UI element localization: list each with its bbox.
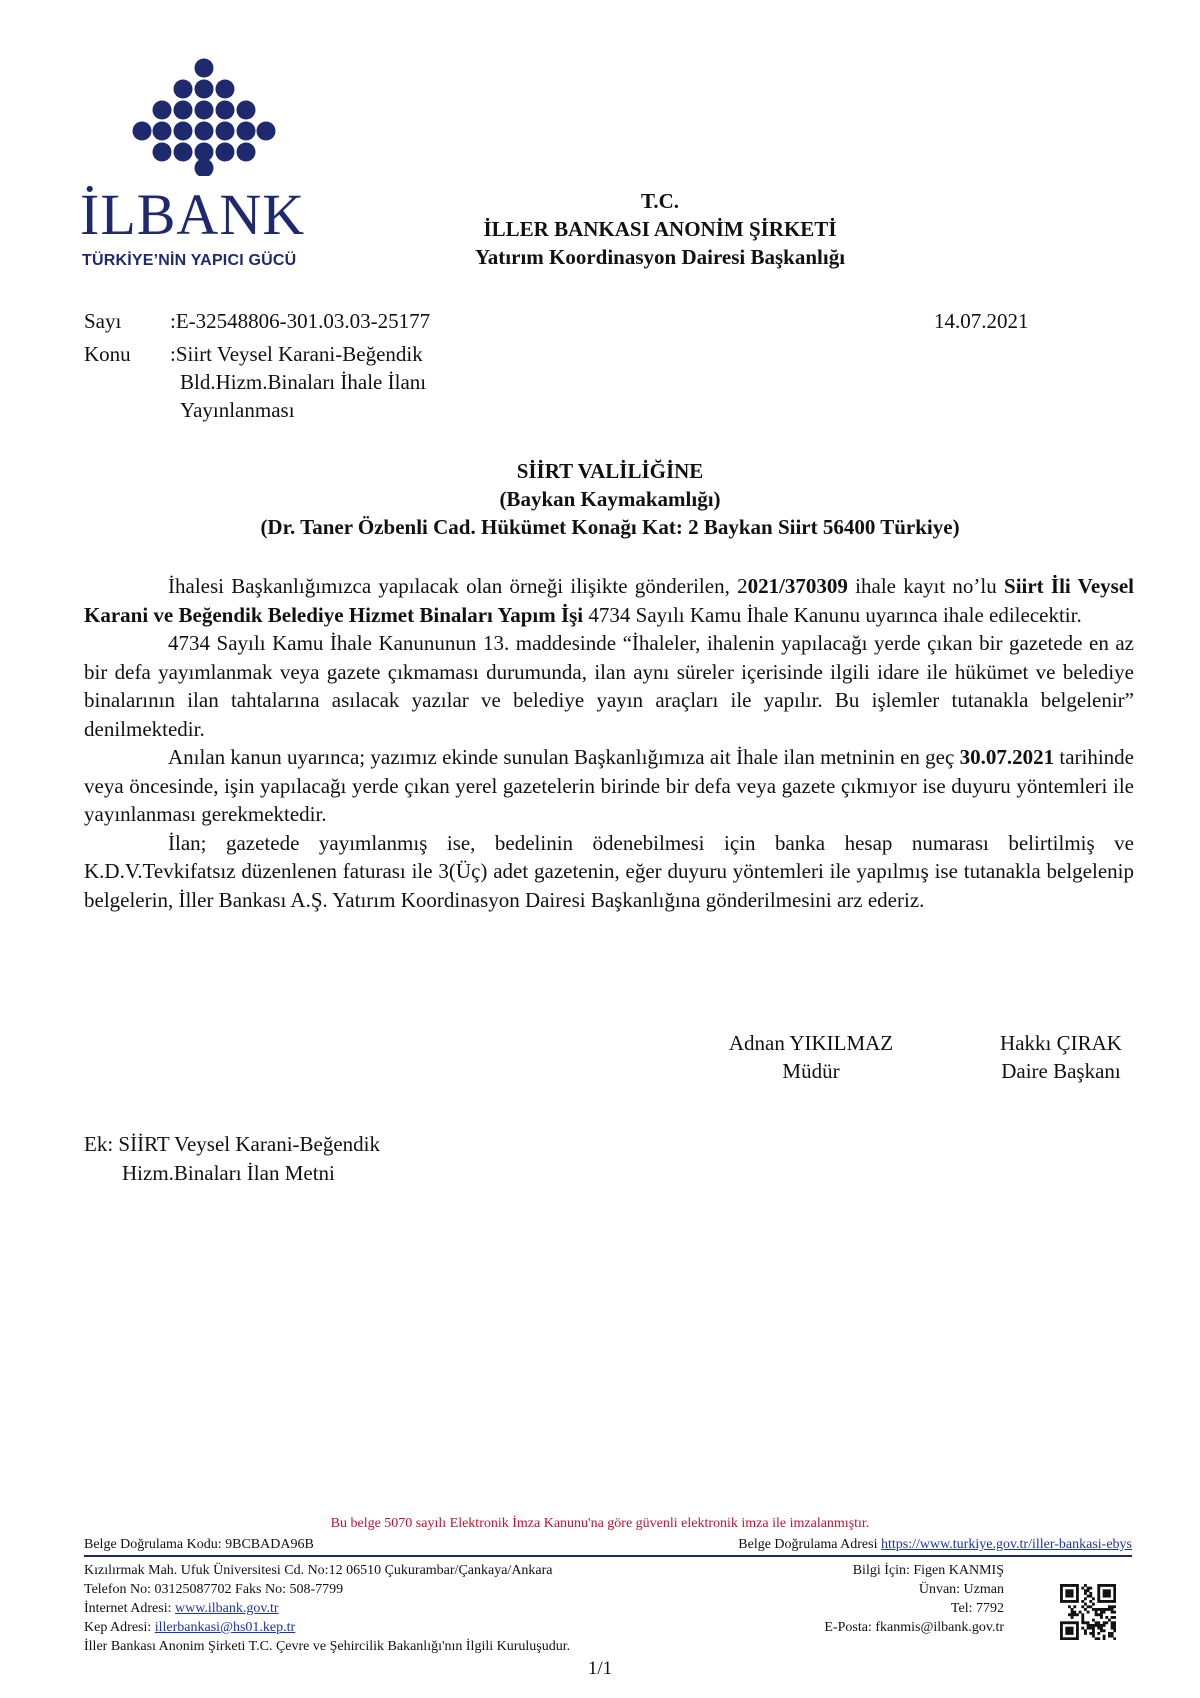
- contact-person: Bilgi İçin: Figen KANMIŞ: [852, 1563, 1004, 1578]
- kep-link[interactable]: illerbankasi@hs01.kep.tr: [154, 1620, 296, 1635]
- attachment-note: [84, 1130, 380, 1188]
- paragraph-4: İlan; gazetede yayımlanmış ise, bedelinin ödenebilmesi için banka hesap numarası belirtilmiş ve K.D.V.Tevkifatsız düzenlenen faturası ile 3(Üç) adet gazetenin, eğer duyuru yöntemleri ile yapılmış ise tutanakla belgelenip belgelerin, İller Bankası A.Ş. Yatırım Koordinasyon Dairesi Başkanlığına gönderilmesini arz ederiz.: [84, 830, 1134, 912]
- recipient-line-2: (Baykan Kaymakamlığı): [499, 487, 721, 511]
- header-institution: İLLER BANKASI ANONİM ŞİRKETİ: [483, 217, 837, 241]
- verification-code: Belge Doğrulama Kodu: 9BCBADA96B: [84, 1537, 314, 1552]
- konu-line-2: Bld.Hizm.Binaları İhale İlanı: [180, 370, 427, 394]
- signature-block-2: [976, 1029, 1146, 1085]
- konu-label: Konu: [84, 342, 131, 366]
- footer-left: [84, 1561, 570, 1656]
- kep-address: Kep Adresi: illerbankasi@hs01.kep.tr: [84, 1620, 296, 1635]
- esign-notice: Bu belge 5070 sayılı Elektronik İmza Kanunu'na göre güvenli elektronik imza ile imzalanmıştır.: [330, 1516, 870, 1531]
- organization-note: İller Bankası Anonim Şirketi T.C. Çevre ve Şehircilik Bakanlığı'nın İlgili Kuruluşudur.: [84, 1639, 571, 1654]
- website: İnternet Adresi: www.ilbank.gov.tr: [84, 1601, 279, 1616]
- konu-line-3: Yayınlanması: [180, 398, 295, 422]
- address: Kızılırmak Mah. Ufuk Üniversitesi Cd. No:12 06510 Çukurambar/Çankaya/Ankara: [84, 1563, 553, 1578]
- sayi-value: :E-32548806-301.03.03-25177: [170, 309, 431, 333]
- footer-divider: [84, 1555, 1132, 1557]
- attachment-label: Ek:: [84, 1132, 114, 1156]
- signer-title: Daire Başkanı: [1001, 1059, 1121, 1083]
- phone: Telefon No: 03125087702 Faks No: 508-7799: [84, 1582, 344, 1597]
- sayi-number: E-32548806-301.03.03-25177: [175, 309, 431, 333]
- contact-email: E-Posta: fkanmis@ilbank.gov.tr: [824, 1620, 1004, 1635]
- paragraph-1: İhalesi Başkanlığımızca yapılacak olan örneği ilişikte gönderilen, 2021/370309 ihale kayıt no’lu Siirt İli Veysel Karani ve Beğendik Belediye Hizmet Binaları Yapım İşi 4734 Sayılı Kamu İhale Kanunu uyarınca ihale edilecektir.: [84, 574, 1134, 627]
- verification-link[interactable]: https://www.turkiye.gov.tr/iller-bankasi-ebys: [880, 1537, 1132, 1552]
- document-date: 14.07.2021: [934, 309, 1029, 333]
- header-department: Yatırım Koordinasyon Dairesi Başkanlığı: [474, 245, 846, 269]
- signature-block-1: [696, 1029, 926, 1085]
- recipient-address: (Dr. Taner Özbenli Cad. Hükümet Konağı Kat: 2 Baykan Siirt 56400 Türkiye): [260, 515, 960, 539]
- website-link[interactable]: www.ilbank.gov.tr: [174, 1601, 279, 1616]
- konu-line-1: :Siirt Veysel Karani-Beğendik: [170, 342, 423, 366]
- signer-name: Adnan YIKILMAZ: [728, 1031, 894, 1055]
- attachment-line-2: Hizm.Binaları İlan Metni: [122, 1161, 335, 1185]
- page-number: 1/1: [587, 1658, 613, 1679]
- qr-code-icon: [1060, 1584, 1116, 1640]
- sayi-label: Sayı: [84, 309, 122, 333]
- contact-rank: Ünvan: Uzman: [918, 1582, 1004, 1597]
- letter-body: [84, 572, 1134, 914]
- logo-slogan: TÜRKİYE’NİN YAPICI GÜCÜ: [82, 252, 297, 269]
- signer-name: Hakkı ÇIRAK: [1000, 1031, 1122, 1055]
- attachment-line-1: SİİRT Veysel Karani-Beğendik: [118, 1132, 380, 1156]
- signer-title: Müdür: [782, 1059, 840, 1083]
- contact-tel: Tel: 7792: [950, 1601, 1004, 1616]
- header-tc: T.C.: [640, 189, 680, 213]
- verification-address: Belge Doğrulama Adresi https://www.turkiye.gov.tr/iller-bankasi-ebys: [738, 1537, 1132, 1552]
- footer-contact: [824, 1561, 1004, 1637]
- paragraph-3: Anılan kanun uyarınca; yazımız ekinde sunulan Başkanlığımıza ait İhale ilan metninin en geç 30.07.2021 tarihinde veya öncesinde, işin yapılacağı yerde çıkan yerel gazetelerin birinde bir defa veya gazete çıkmıyor ise duyuru yöntemleri ile yayınlanması gerekmektedir.: [84, 745, 1135, 826]
- ilbank-logo-mark: [132, 58, 276, 176]
- paragraph-2: 4734 Sayılı Kamu İhale Kanununun 13. maddesinde “İhaleler, ihalenin yapılacağı yerde çıkan bir gazetede en az bir defa yayımlanmak veya gazete çıkmaması durumunda, ilan aynı süreler içerisinde ilgili idare ile hükümet ve belediye binalarının ilan tahtalarına asılacak yazılar ve belediye yayın araçları ile yapılır. Bu işlemler tutanakla belgelenir” denilmektedir.: [84, 631, 1134, 741]
- ilbank-logo-wordmark: İLBANK: [80, 182, 306, 247]
- recipient-line-1: SİİRT VALİLİĞİNE: [516, 459, 704, 483]
